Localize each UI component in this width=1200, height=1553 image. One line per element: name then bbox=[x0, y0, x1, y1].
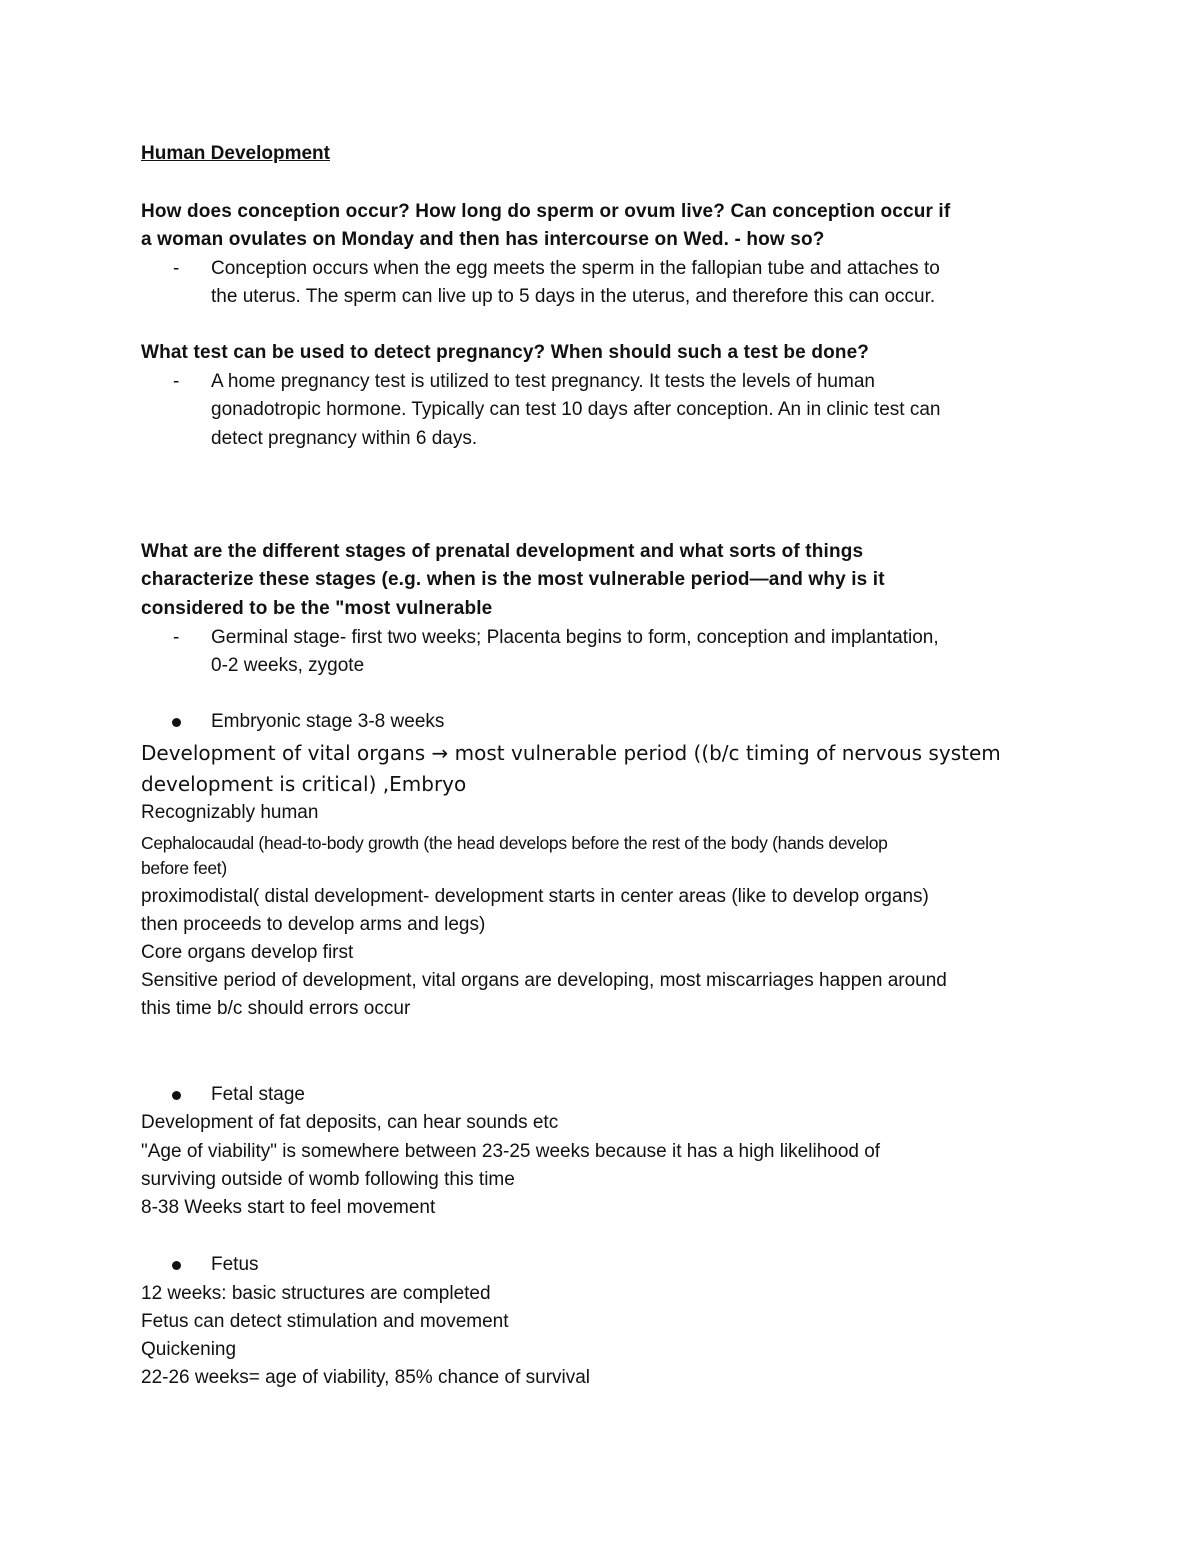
question-3-line-1: What are the different stages of prenatal development and what sorts of things bbox=[141, 541, 864, 562]
answer-1-line-1: Conception occurs when the egg meets the sperm in the fallopian tube and attaches to bbox=[211, 258, 940, 279]
answer-2-line-3: detect pregnancy within 6 days. bbox=[211, 428, 478, 449]
fetus-heading: Fetus bbox=[211, 1254, 259, 1275]
cephalocaudal-line-1: Cephalocaudal (head-to-body growth (the head develops before the rest of the body (hands develop bbox=[141, 833, 888, 853]
fetal-line-2: "Age of viability" is somewhere between 23-25 weeks because it has a high likelihood of bbox=[141, 1141, 881, 1162]
germinal-line-2: 0-2 weeks, zygote bbox=[211, 655, 365, 676]
answer-1-line-2: the uterus. The sperm can live up to 5 days in the uterus, and therefore this can occur. bbox=[211, 286, 936, 307]
fetus-line-2: Fetus can detect stimulation and movement bbox=[141, 1311, 509, 1332]
sensitive-line-1: Sensitive period of development, vital organs are developing, most miscarriages happen around bbox=[141, 970, 947, 991]
embryonic-heading: Embryonic stage 3-8 weeks bbox=[211, 711, 445, 732]
dash-marker: - bbox=[173, 258, 180, 279]
cephalocaudal-line-2: before feet) bbox=[141, 858, 227, 878]
answer-2-line-1: A home pregnancy test is utilized to test pregnancy. It tests the levels of human bbox=[211, 371, 875, 392]
fetal-heading: Fetal stage bbox=[211, 1084, 305, 1105]
proximodistal-line-2: then proceeds to develop arms and legs) bbox=[141, 914, 486, 935]
dash-marker: - bbox=[173, 627, 180, 648]
proximodistal-line-1: proximodistal( distal development- development starts in center areas (like to develop organs) bbox=[141, 886, 929, 907]
fetus-line-1: 12 weeks: basic structures are completed bbox=[141, 1283, 491, 1304]
question-3-line-3: considered to be the "most vulnerable bbox=[141, 598, 493, 619]
fetal-line-3: surviving outside of womb following this time bbox=[141, 1169, 515, 1190]
embryonic-line-3: Recognizably human bbox=[141, 802, 319, 823]
answer-2-line-2: gonadotropic hormone. Typically can test 10 days after conception. An in clinic test can bbox=[211, 399, 941, 420]
embryonic-line-2: development is critical) ,Embryo bbox=[141, 772, 467, 796]
question-2-line-1: What test can be used to detect pregnancy? When should such a test be done? bbox=[141, 342, 870, 363]
fetal-line-4: 8-38 Weeks start to feel movement bbox=[141, 1197, 436, 1218]
question-1-line-1: How does conception occur? How long do sperm or ovum live? Can conception occur if bbox=[141, 201, 951, 222]
bullet-icon bbox=[172, 1261, 181, 1270]
embryonic-line-1: Development of vital organs → most vulnerable period ((b/c timing of nervous system bbox=[141, 741, 1001, 765]
core-organs-line: Core organs develop first bbox=[141, 942, 354, 963]
bullet-icon bbox=[172, 1091, 181, 1100]
germinal-line-1: Germinal stage- first two weeks; Placenta begins to form, conception and implantation, bbox=[211, 627, 939, 648]
fetal-line-1: Development of fat deposits, can hear sounds etc bbox=[141, 1112, 559, 1133]
fetus-line-3: Quickening bbox=[141, 1339, 237, 1360]
dash-marker: - bbox=[173, 371, 180, 392]
bullet-icon bbox=[172, 718, 181, 727]
sensitive-line-2: this time b/c should errors occur bbox=[141, 998, 411, 1019]
question-3-line-2: characterize these stages (e.g. when is the most vulnerable period—and why is it bbox=[141, 569, 885, 590]
document-title: Human Development bbox=[141, 143, 330, 164]
question-1-line-2: a woman ovulates on Monday and then has intercourse on Wed. - how so? bbox=[141, 229, 825, 250]
fetus-line-4: 22-26 weeks= age of viability, 85% chance of survival bbox=[141, 1367, 591, 1388]
